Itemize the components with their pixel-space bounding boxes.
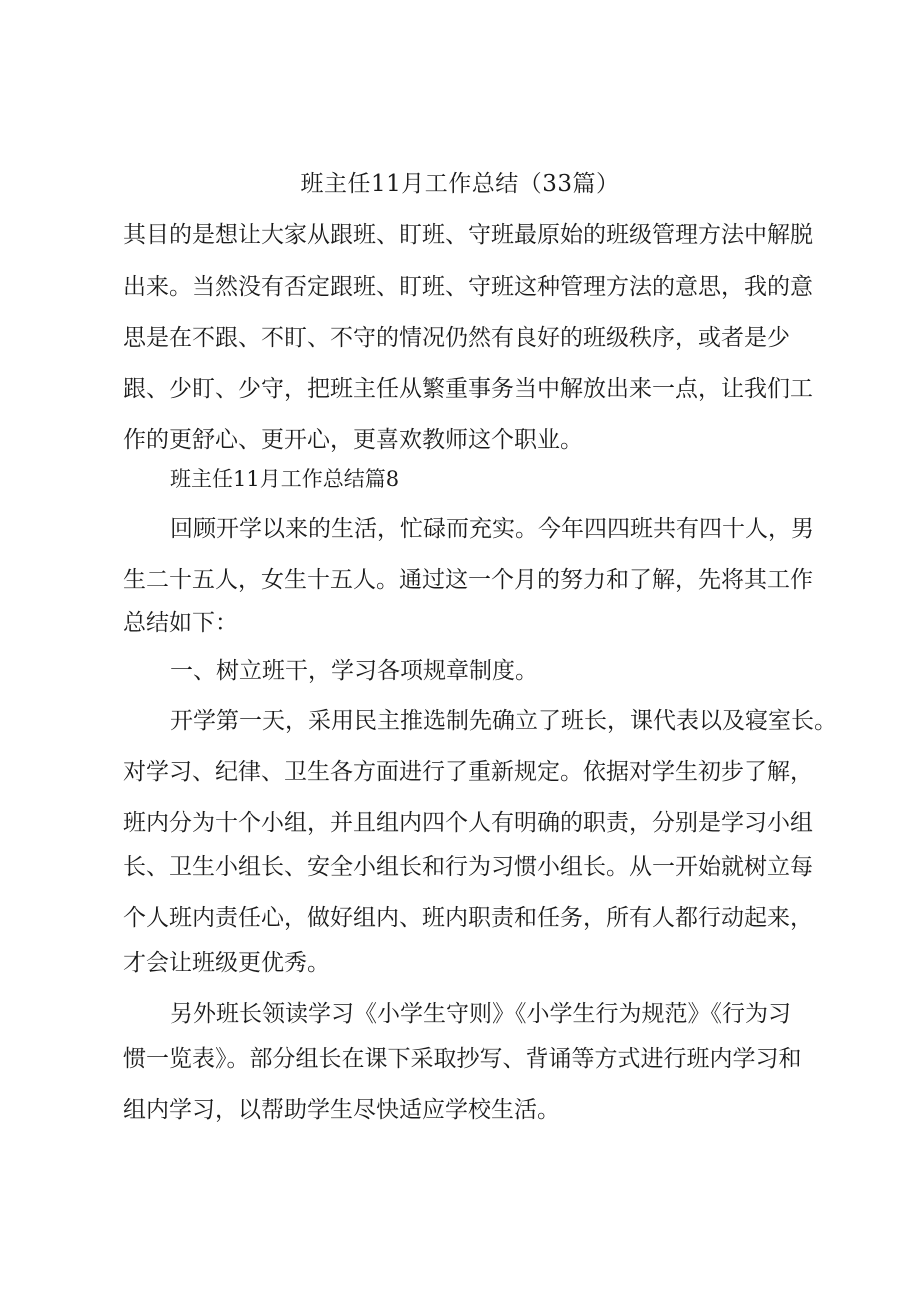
paragraph-line: 组内学习，以帮助学生尽快适应学校生活。 <box>123 1097 560 1123</box>
section-heading: 班主任11月工作总结篇8 <box>170 467 400 491</box>
paragraph-line: 才会让班级更优秀。 <box>123 950 330 976</box>
paragraph-line: 出来。当然没有否定跟班、盯班、守班这种管理方法的意思，我的意 <box>123 274 813 300</box>
paragraph-line: 对学习、纪律、卫生各方面进行了重新规定。依据对学生初步了解， <box>123 759 813 785</box>
paragraph-line: 思是在不跟、不盯、不守的情况仍然有良好的班级秩序，或者是少 <box>123 325 790 351</box>
subsection-heading: 一、树立班干，学习各项规章制度。 <box>170 658 538 684</box>
paragraph-line: 回顾开学以来的生活，忙碌而充实。今年四四班共有四十人，男 <box>170 516 814 542</box>
paragraph-line: 生二十五人，女生十五人。通过这一个月的努力和了解，先将其工作 <box>123 567 813 593</box>
document-title: 班主任11月工作总结（33篇） <box>300 171 620 197</box>
paragraph-line: 另外班长领读学习《小学生守则》《小学生行为规范》《行为习 <box>170 1001 791 1027</box>
paragraph-line: 跟、少盯、少守，把班主任从繁重事务当中解放出来一点，让我们工 <box>123 376 813 402</box>
paragraph-line: 个人班内责任心，做好组内、班内职责和任务，所有人都行动起来， <box>123 905 813 931</box>
paragraph-line: 开学第一天，采用民主推选制先确立了班长，课代表以及寝室长。 <box>170 708 837 734</box>
paragraph-line: 惯一览表》。部分组长在课下采取抄写、背诵等方式进行班内学习和 <box>123 1046 802 1072</box>
paragraph-line: 长、卫生小组长、安全小组长和行为习惯小组长。从一开始就树立每 <box>123 854 813 880</box>
paragraph-line: 总结如下： <box>123 610 238 636</box>
paragraph-line: 其目的是想让大家从跟班、盯班、守班最原始的班级管理方法中解脱 <box>123 222 813 248</box>
paragraph-line: 作的更舒心、更开心，更喜欢教师这个职业。 <box>123 427 583 453</box>
paragraph-line: 班内分为十个小组，并且组内四个人有明确的职责，分别是学习小组 <box>123 810 813 836</box>
